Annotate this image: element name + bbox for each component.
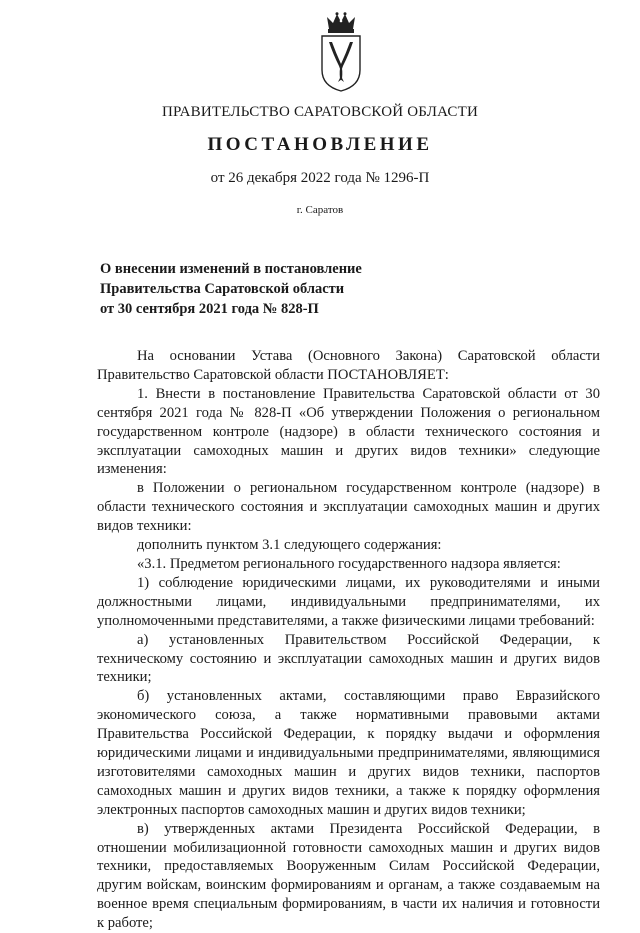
document-city: г. Саратов	[296, 204, 344, 216]
body-paragraph: 1. Внести в постановление Правительства Саратовской области от 30 сентября 2021 года № 828-П «Об утверждении Положения о региональном государственном контроле (надзоре) в области технического состояния и эксплуатации самоходных машин и других видов техники» следующие изменения:	[97, 385, 600, 478]
saratov-coat-of-arms-icon	[319, 12, 363, 92]
body-paragraph: б) установленных актами, составляющими право Евразийского экономического союза, а также нормативными правовыми актами Правительства Российской Федерации, к порядку выдачи и оформления юридическими лицами и индивидуальными предпринимателями, являющимися изготовителями самоходных машин и других видов техники, паспортов самоходных машин и других видов техники, а также к порядку оформления электронных паспортов самоходных машин и других видов техники;	[97, 688, 600, 818]
document-body	[97, 347, 600, 933]
body-paragraph: дополнить пунктом 3.1 следующего содержания:	[137, 537, 442, 554]
document-subject	[100, 259, 430, 319]
body-paragraph: в Положении о региональном государственном контроле (надзоре) в области технического состояния и эксплуатации самоходных машин и других видов техники:	[97, 480, 600, 535]
subject-line: Правительства Саратовской области	[100, 281, 345, 297]
document-date-number: от 26 декабря 2022 года № 1296-П	[210, 170, 430, 186]
organization-name: ПРАВИТЕЛЬСТВО САРАТОВСКОЙ ОБЛАСТИ	[161, 104, 479, 120]
document-type: ПОСТАНОВЛЕНИЕ	[207, 134, 433, 155]
body-paragraph: 1) соблюдение юридическими лицами, их руководителями и иными должностными лицами, индивидуальными предпринимателями, их уполномоченными представителями, а также физическими лицами требований:	[97, 574, 600, 629]
subject-line: О внесении изменений в постановление	[100, 261, 362, 277]
body-paragraph: в) утвержденных актами Президента Российской Федерации, в отношении мобилизационной готовности самоходных машин и других видов техники, предоставляемых Вооруженным Силам Российской Федерации, другим войскам, воинским формированиям и органам, а также создаваемым на военное время специальным формированиям, в части их наличия и готовности к работе;	[97, 820, 600, 932]
body-paragraph: На основании Устава (Основного Закона) Саратовской области Правительство Саратовской области ПОСТАНОВЛЯЕТ:	[97, 348, 600, 383]
body-paragraph: «3.1. Предметом регионального государственного надзора является:	[137, 555, 561, 572]
subject-line: от 30 сентября 2021 года № 828-П	[100, 301, 319, 317]
body-paragraph: а) установленных Правительством Российской Федерации, к техническому состоянию и эксплуатации самоходных машин и других видов техники;	[97, 631, 600, 686]
